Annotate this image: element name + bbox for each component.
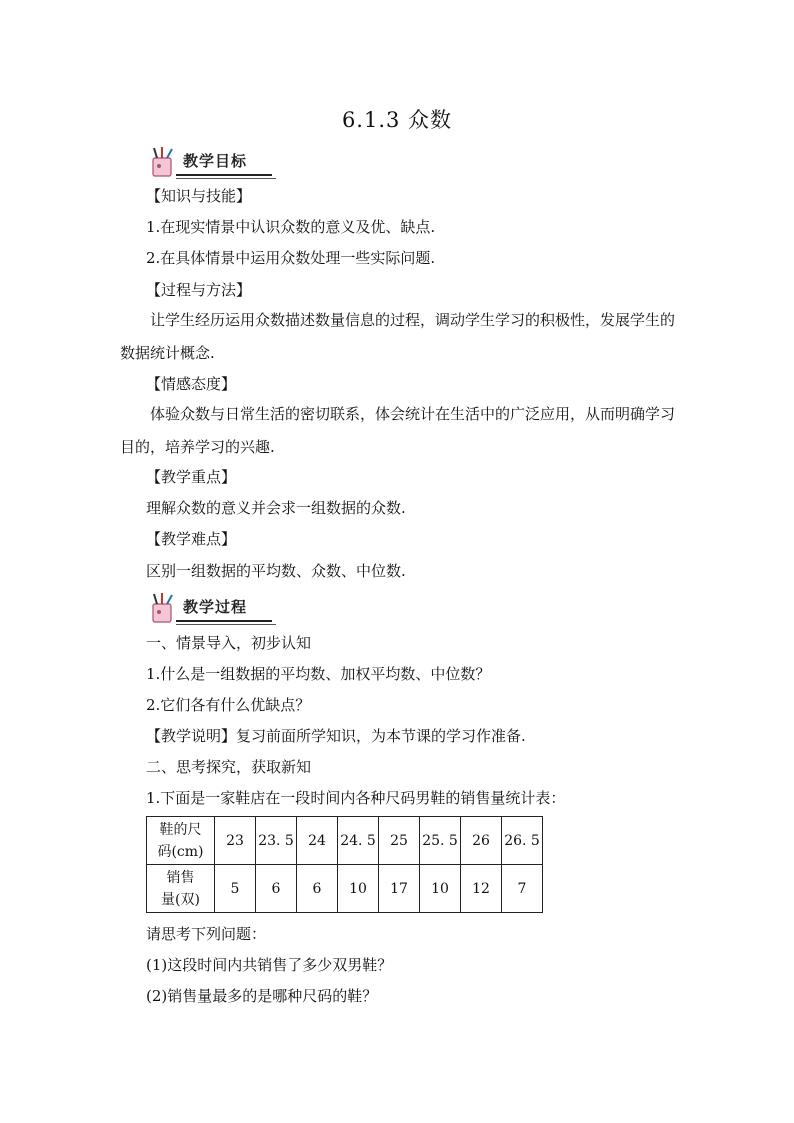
heading-key-point: 【教学重点】 bbox=[146, 468, 237, 486]
think-prompt: 请思考下列问题： bbox=[146, 925, 267, 943]
difficulty-text: 区别一组数据的平均数、众数、中位数. bbox=[146, 562, 406, 580]
banner-label-goals: 教学目标 bbox=[183, 152, 248, 170]
section-2-heading: 二、思考探究，获取新知 bbox=[146, 758, 312, 776]
size-cell: 25 bbox=[379, 817, 420, 865]
emotion-text: 体验众数与日常生活的密切联系，体会统计在生活中的广泛应用，从而明确学习目的，培养学习的兴趣. bbox=[120, 405, 676, 456]
size-cell: 23. 5 bbox=[256, 817, 297, 865]
size-cell: 25. 5 bbox=[420, 817, 461, 865]
banner-underline bbox=[176, 174, 272, 176]
section-banner-goals bbox=[146, 145, 276, 179]
section-1-heading: 一、情景导入，初步认知 bbox=[146, 634, 312, 652]
sales-cell: 17 bbox=[379, 865, 420, 913]
sales-cell: 7 bbox=[502, 865, 543, 913]
size-cell: 26. 5 bbox=[502, 817, 543, 865]
size-cell: 24 bbox=[297, 817, 338, 865]
banner-label-process: 教学过程 bbox=[183, 598, 248, 616]
question-1: 1.什么是一组数据的平均数、加权平均数、中位数？ bbox=[146, 665, 491, 683]
teaching-note-text: 复习前面所学知识，为本节课的学习作准备. bbox=[236, 727, 526, 745]
question-2: 2.它们各有什么优缺点？ bbox=[146, 696, 311, 714]
process-method-text: 让学生经历运用众数描述数量信息的过程，调动学生学习的积极性，发展学生的数据统计概念. bbox=[120, 311, 676, 362]
page-title: 6.1.3 众数 bbox=[341, 108, 453, 132]
key-point-text: 理解众数的意义并会求一组数据的众数. bbox=[146, 499, 406, 517]
teaching-note bbox=[146, 726, 526, 746]
table-row-sales bbox=[147, 865, 543, 913]
problem-1: 1.下面是一家鞋店在一段时间内各种尺码男鞋的销售量统计表： bbox=[146, 789, 566, 807]
banner-underline bbox=[176, 620, 272, 622]
size-cell: 26 bbox=[461, 817, 502, 865]
goal-k1: 1.在现实情景中认识众数的意义及优、缺点. bbox=[146, 218, 436, 236]
shoe-sales-table bbox=[146, 816, 543, 913]
heading-emotion: 【情感态度】 bbox=[146, 375, 237, 393]
sales-cell: 12 bbox=[461, 865, 502, 913]
size-cell: 23 bbox=[215, 817, 256, 865]
section-banner-process bbox=[146, 591, 276, 625]
row-header-sales: 销售 量(双) bbox=[147, 865, 215, 913]
goal-k2: 2.在具体情景中运用众数处理一些实际问题. bbox=[146, 249, 436, 267]
think-question-2: (2)销售量最多的是哪种尺码的鞋？ bbox=[146, 987, 378, 1005]
sales-cell: 6 bbox=[297, 865, 338, 913]
sales-cell: 10 bbox=[420, 865, 461, 913]
sales-cell: 5 bbox=[215, 865, 256, 913]
pencil-cup-icon bbox=[148, 146, 178, 178]
pencil-cup-icon bbox=[148, 592, 178, 624]
table-row-sizes bbox=[147, 817, 543, 865]
sales-cell: 6 bbox=[256, 865, 297, 913]
sales-cell: 10 bbox=[338, 865, 379, 913]
think-question-1: (1)这段时间内共销售了多少双男鞋？ bbox=[146, 956, 393, 974]
size-cell: 24. 5 bbox=[338, 817, 379, 865]
banner-underline-thin bbox=[176, 624, 276, 625]
heading-knowledge: 【知识与技能】 bbox=[146, 187, 252, 205]
teaching-note-label: 【教学说明】 bbox=[146, 727, 237, 745]
row-header-size: 鞋的尺 码(cm) bbox=[147, 817, 215, 865]
banner-underline-thin bbox=[176, 178, 276, 179]
heading-difficulty: 【教学难点】 bbox=[146, 530, 237, 548]
heading-process-method: 【过程与方法】 bbox=[146, 281, 252, 299]
